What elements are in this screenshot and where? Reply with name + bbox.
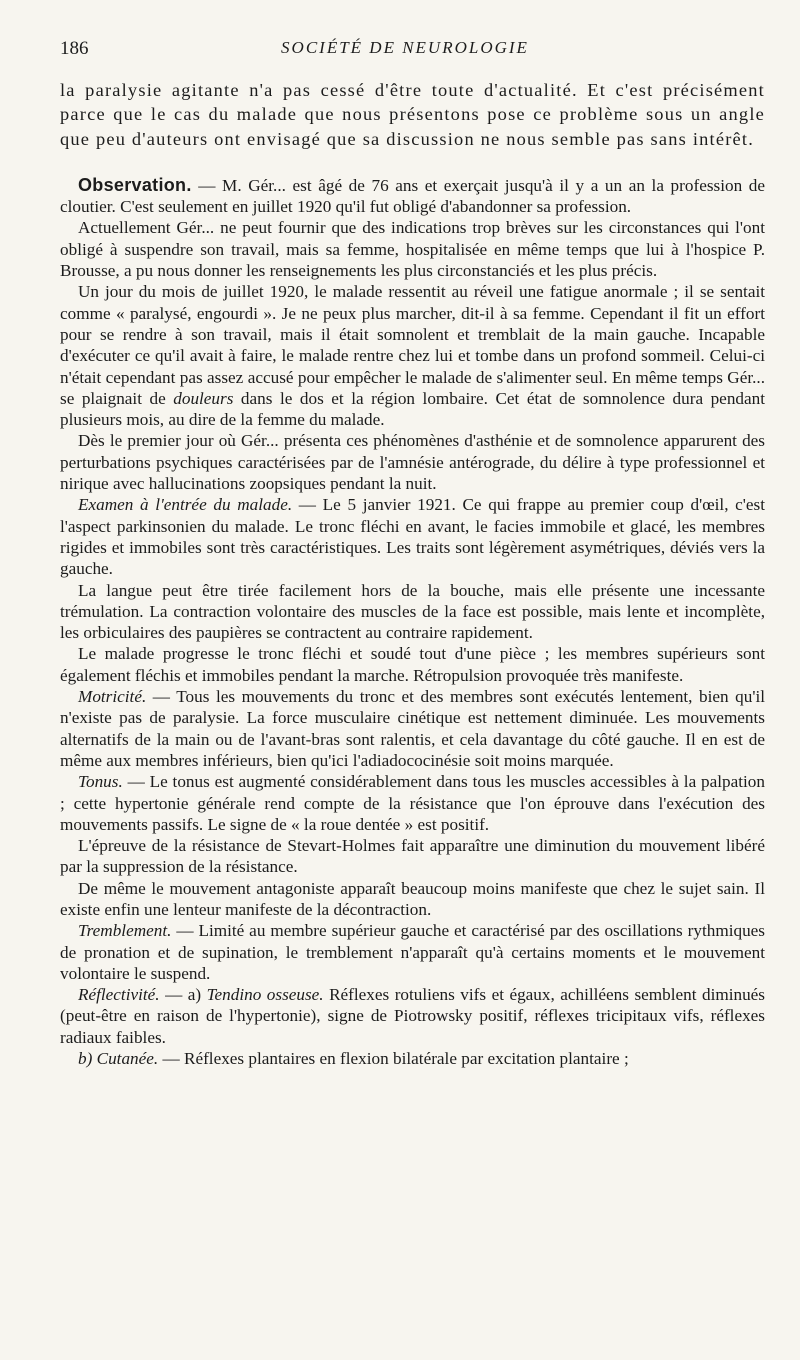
paragraph-text: dans le dos et la région lombaire. Cet état de somnolence dura pendant plusieurs mois, au dire de la femme du malade. [60,388,765,430]
paragraph: La langue peut être tirée facilement hors de la bouche, mais elle présente une incessante trémulation. La contraction volontaire des muscles de la face est possible, mais lente et incomplète, les orbiculaires des paupières se contractent au contraire rapidement. [60,580,765,643]
paragraph [60,281,765,430]
paragraph: Actuellement Gér... ne peut fournir que des indications trop brèves sur les circonstances qui l'ont obligé à suspendre son travail, mais sa femme, hospitalisée en même temps que lui à l'hospice P. Brousse, a pu nous donner les renseignements les plus circonstanciés et les plus précis. [60,218,765,281]
subsection-heading: Cutanée. [96,1049,159,1069]
paragraph-text: Un jour du mois de juillet 1920, le malade ressentit au réveil une fatigue anormale ; il se sentait comme « paralysé, engourdi ». Je ne peux plus marcher, dit-il à sa femme. Cependant il fit un effort pour se rendre à son travail, mais il était somnolent et tremblait de la main gauche. Incapable d'exécuter ce qu'il avait à faire, le malade rentre chez lui et tombe dans un profond sommeil. Celui-ci n'était cependant pas assez accusé pour empêcher le malade de s'alimenter seul. En même temps Gér... se plaignait de [60,282,765,408]
observation-text: — M. Gér... est âgé de 76 ans et exerçait jusqu'à il y a un an la profession de cloutier. C'est seulement en juillet 1920 qu'il fut obligé d'abandonner sa profession. [60,175,765,217]
section-heading: Examen à l'entrée du malade. [78,495,293,515]
paragraph-text: — a) [159,985,207,1005]
paragraph-text: — Réflexes plantaires en flexion bilatérale par excitation plantaire ; [158,1049,629,1069]
paragraph-text: — Limité au membre supérieur gauche et caractérisé par des oscillations rythmiques de pronation et de supination, le tremblement n'apparaît qu'à certains moments et le mouvement volontaire le suspend. [60,921,765,983]
list-marker: b) [78,1049,97,1069]
intro-paragraph: la paralysie agitante n'a pas cessé d'être toute d'actualité. Et c'est précisément parce que le cas du malade que nous présentons pose ce problème sous un angle que peu d'auteurs ont envisagé que sa discussion ne nous semble pas sans intérêt. [60,80,765,149]
paragraph-text: — Le tonus est augmenté considérablement dans tous les muscles accessibles à la palpation ; cette hypertonie générale rend compte de la résistance que l'on éprouve dans l'exécution des mouvements passifs. Le signe de « la roue dentée » est positif. [60,772,765,834]
paragraph-text: — Le 5 janvier 1921. Ce qui frappe au premier coup d'œil, c'est l'aspect parkinsonien du malade. Le tronc fléchi en avant, le facies immobile et glacé, les membres rigides et immobiles sont très caractéristiques. Les traits sont légèrement asymétriques, déviés vers la gauche. [60,495,765,579]
paragraph: L'épreuve de la résistance de Stevart-Holmes fait apparaître une diminution du mouvement libéré par la suppression de la résistance. [60,836,765,877]
section-heading: Tonus. [78,772,123,792]
section-heading: Motricité. [78,687,147,707]
paragraph: Le malade progresse le tronc fléchi et soudé tout d'une pièce ; les membres supérieurs sont également fléchis et immobiles pendant la marche. Rétropulsion provoquée très manifeste. [60,644,765,685]
paragraph [60,494,765,579]
running-head: SOCIÉTÉ DE NEUROLOGIE [281,38,529,57]
page-number: 186 [60,38,89,59]
paragraph [60,984,765,1048]
emphasis: douleurs [173,388,234,408]
paragraph [60,686,765,771]
paragraph [60,920,765,984]
paragraph [60,1048,765,1069]
body-text [60,78,765,1069]
section-heading: Réflectivité. [78,985,160,1005]
paragraph: De même le mouvement antagoniste apparaît beaucoup moins manifeste que chez le sujet sain. Il existe enfin une lenteur manifeste de la décontraction. [60,878,765,919]
paragraph-text: Réflexes rotuliens vifs et égaux, achilléens semblent diminués (peut-être en raison de l'hypertonie), signe de Piotrowsky positif, réflexes tricipitaux vifs, réflexes radiaux faibles. [60,985,765,1047]
section-heading: Tremblement. [78,921,172,941]
observation-title: Observation. [78,174,192,195]
paragraph-text: — Tous les mouvements du tronc et des membres sont exécutés lentement, bien qu'il n'existe pas de paralysie. La force musculaire cinétique est nettement diminuée. Les mouvements alternatifs de la main ou de l'avant-bras sont ralentis, et cela davantage du côté gauche. Il en est de même aux membres inférieurs, bien qu'ici l'adiadococinésie soit moins marquée. [60,687,765,770]
subsection-heading: Tendino osseuse. [206,985,324,1005]
page-header [60,38,750,68]
observation-paragraph [60,175,765,218]
paragraph [60,771,765,835]
paragraph: Dès le premier jour où Gér... présenta ces phénomènes d'asthénie et de somnolence apparurent des perturbations psychiques caractérisées par de l'amnésie antérograde, du délire à type professionnel et nirique avec hallucinations zoopsiques pendant la nuit. [60,431,765,494]
